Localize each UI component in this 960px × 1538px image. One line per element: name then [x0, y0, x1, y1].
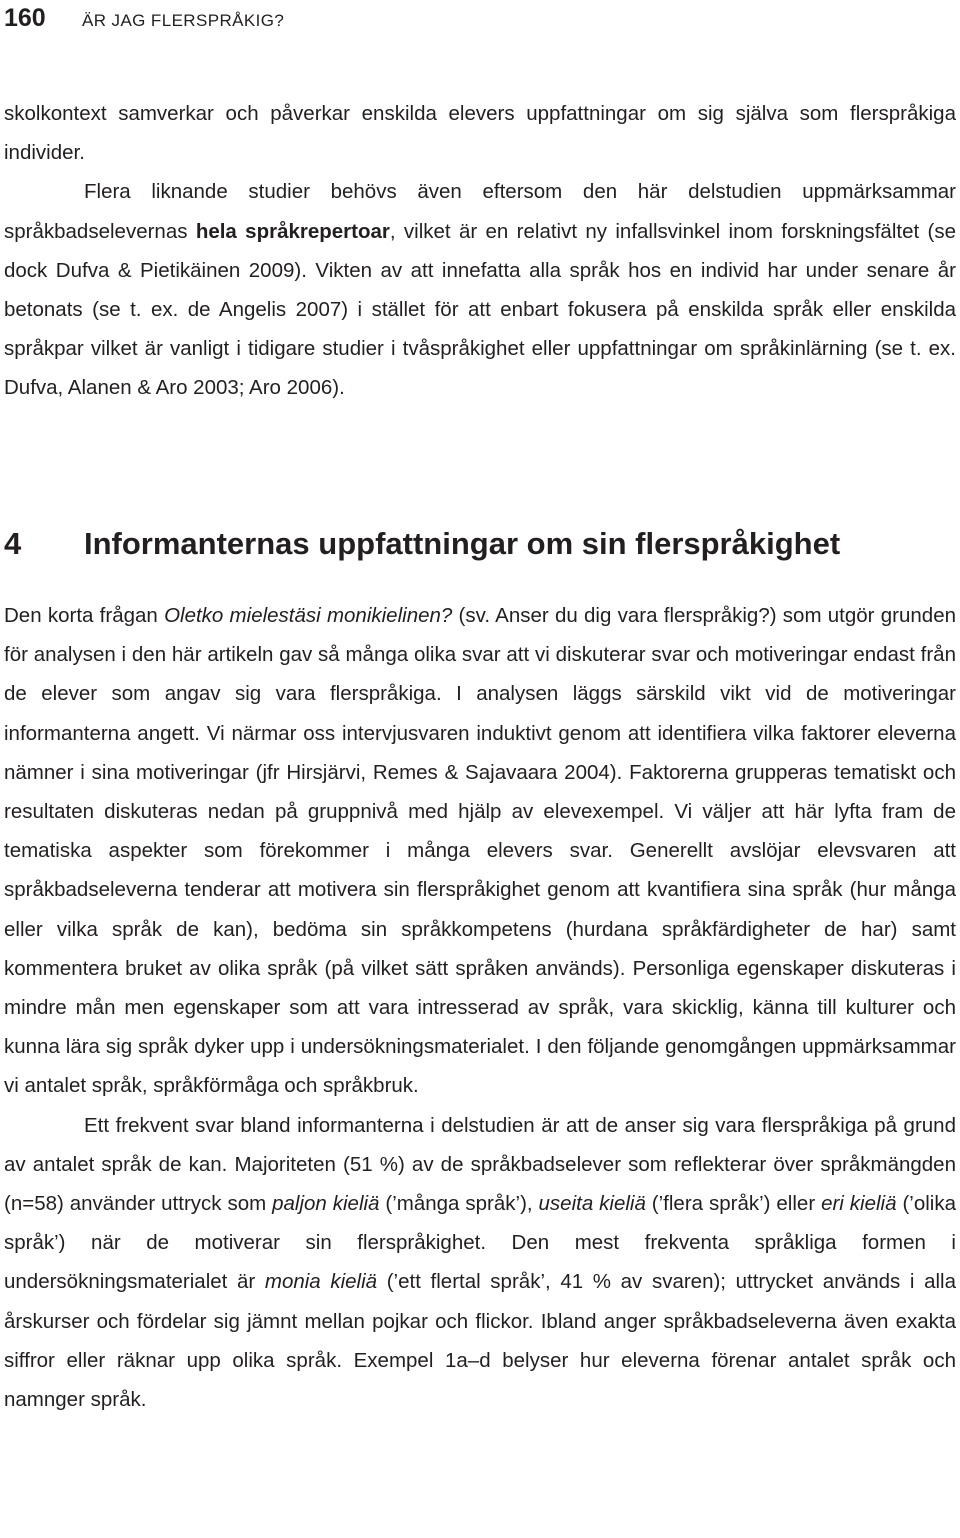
intro-p2-bold-term: hela språkrepertoar	[195, 219, 390, 243]
intro-p2-text-a: Flera liknande studier behövs även eftersom den här delstudien uppmärksammar språkbadselevernas	[4, 180, 956, 243]
intro-p2-text-b: , vilket är en relativt ny infallsvinkel inom forskningsfältet (se dock Dufva & Pietikäinen 2009). Vikten av att innefatta alla språk hos en individ har under senare år betonats (se t. ex. de Angelis 2007) i stället för att enbart fokusera på enskilda språk eller enskilda språkpar vilket är vanligt i tidigare studier i tvåspråkighet eller uppfattningar om språkinlärning (se t. ex. Dufva, Alanen & Aro 2003; Aro 2006).	[4, 219, 956, 400]
intro-paragraph-2	[4, 172, 956, 407]
section-title: Informanternas uppfattningar om sin flerspråkighet	[84, 526, 841, 561]
page-number: 160	[4, 4, 46, 32]
section-paragraph-1	[4, 596, 956, 1106]
section-heading	[4, 520, 956, 568]
intro-paragraph-1: skolkontext samverkar och påverkar enskilda elevers uppfattningar om sig själva som flerspråkiga individer.	[4, 102, 956, 165]
section-p1-italic-question: Oletko mielestäsi monikielinen?	[164, 604, 453, 627]
section-p2-text-g: (’olika språk’) när de motiverar sin flerspråkighet. Den mest frekventa språkliga formen i undersökningsmaterialet är	[4, 1192, 956, 1294]
section-paragraph-2	[4, 1106, 956, 1420]
section-p2-text-e: (’flera språk’) eller	[645, 1192, 822, 1216]
section-number: 4	[4, 526, 22, 561]
section-p2-text-a: Ett frekvent svar bland informanterna i delstudien är att de anser sig vara flerspråkiga på grund av antalet språk de kan. Majoriteten (51 %) av de språkbadselever som reflekterar över språkmängden (n=58) använder uttryck som	[4, 1113, 956, 1216]
running-title: ÄR JAG FLERSPRÅKIG?	[82, 11, 285, 30]
section-p1-text-c: (sv. Anser du dig vara flerspråkig?) som utgör grunden för analysen i den här artikeln gav så många olika svar att vi diskuterar svar och motiveringar endast från de elever som angav sig vara flerspråkiga. I analysen läggs särskild vikt vid de motiveringar informanterna angett. Vi närmar oss intervjusvaren induktivt genom att identifiera vilka faktorer eleverna nämner i sina motiveringar (jfr Hirsjärvi, Remes & Sajavaara 2004). Faktorerna grupperas tematiskt och resultaten diskuteras nedan på gruppnivå med hjälp av elevexempel. Vi väljer att här lyfta fram de tematiska aspekter som förekommer i många elevers svar. Generellt avslöjar elevsvaren att språkbadseleverna tenderar att motivera sin flerspråkighet genom att kvantifiera sina språk (hur många eller vilka språk de kan), bedöma sin språkkompetens (hurdana språkfärdigheter de har) samt kommentera bruket av olika språk (på vilket sätt språken används). Personliga egenskaper diskuteras i mindre mån men egenskaper som att vara intresserad av språk, vara skicklig, känna till kulturer och kunna lära sig språk dyker upp i undersökningsmaterialet. I den följande genomgången uppmärksammar vi antalet språk, språkförmåga och språkbruk.	[4, 604, 956, 1098]
section-p2-text-c: (’många språk’),	[379, 1192, 539, 1216]
running-header	[4, 4, 284, 34]
section-p2-italic-term-3: eri kieliä	[821, 1192, 897, 1216]
intro-text	[4, 94, 956, 408]
section-p2-italic-term-1: paljon kieliä	[272, 1192, 380, 1216]
section-p2-italic-term-2: useita kieliä	[538, 1192, 646, 1216]
section-p2-italic-term-4: monia kieliä	[264, 1270, 378, 1294]
section-text	[4, 596, 956, 1419]
section-p2-text-i: (’ett flertal språk’, 41 % av svaren); uttrycket används i alla årskurser och fördelar sig jämnt mellan pojkar och flickor. Ibland anger språkbadseleverna även exakta siffror eller räknar upp olika språk. Exempel 1a–d belyser hur eleverna förenar antalet språk och namnger språk.	[4, 1270, 957, 1412]
section-p1-text-a: Den korta frågan	[4, 604, 165, 627]
